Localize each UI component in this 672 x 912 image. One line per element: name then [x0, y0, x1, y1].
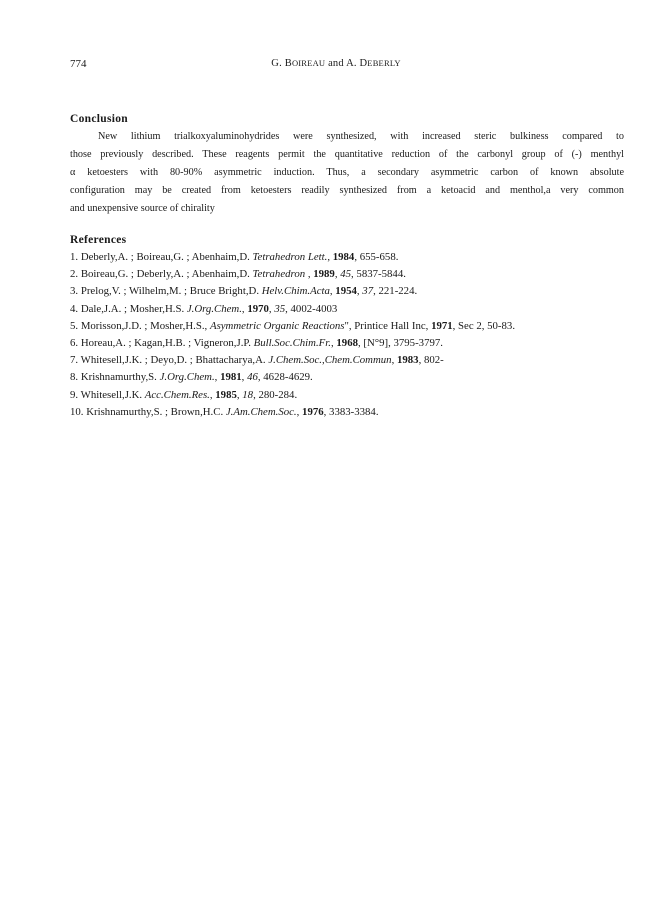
reference-item: 5. Morisson,J.D. ; Mosher,H.S., Asymmetric Organic Reactions", Printice Hall Inc, 1971, Sec 2, 50-83. — [70, 319, 516, 332]
running-head — [0, 58, 672, 69]
reference-item: 9. Whitesell,J.K. Acc.Chem.Res., 1985, 18, 280-284. — [70, 388, 298, 401]
running-head-and: and A. D — [325, 58, 368, 69]
reference-item: 10. Krishnamurthy,S. ; Brown,H.C. J.Am.Chem.Soc., 1976, 3383-3384. — [70, 405, 379, 418]
references-heading: References — [70, 234, 127, 246]
running-head-part1-smallcaps: OIREAU — [291, 58, 326, 68]
conclusion-line: those previously described. These reagents permit the quantitative reduction of the carbonyl group of (-) menthyl — [70, 149, 624, 160]
reference-item: 4. Dale,J.A. ; Mosher,H.S. J.Org.Chem., 1970, 35, 4002-4003 — [70, 302, 338, 315]
conclusion-heading: Conclusion — [70, 113, 128, 125]
reference-item: 7. Whitesell,J.K. ; Deyo,D. ; Bhattacharya,A. J.Chem.Soc.,Chem.Commun, 1983, 802- — [70, 354, 444, 367]
reference-item: 1. Deberly,A. ; Boireau,G. ; Abenhaim,D. Tetrahedron Lett., 1984, 655-658. — [70, 251, 399, 263]
running-head-part2-smallcaps: EBERLY — [367, 58, 401, 68]
references-list — [70, 249, 630, 421]
conclusion-paragraph — [70, 128, 624, 218]
page-number: 774 — [70, 58, 87, 70]
conclusion-line: and unexpensive source of chirality — [70, 203, 215, 214]
reference-item: 6. Horeau,A. ; Kagan,H.B. ; Vigneron,J.P. Bull.Soc.Chim.Fr., 1968, [N°9], 3795-3797. — [70, 337, 443, 350]
reference-item: 2. Boireau,G. ; Deberly,A. ; Abenhaim,D. Tetrahedron , 1989, 45, 5837-5844. — [70, 268, 406, 281]
running-head-part1: G. B — [271, 58, 292, 69]
conclusion-line: α ketoesters with 80-90% asymmetric induction. Thus, a secondary asymmetric carbon of known absolute — [70, 167, 624, 178]
reference-item: 3. Prelog,V. ; Wilhelm,M. ; Bruce Bright,D. Helv.Chim.Acta, 1954, 37, 221-224. — [70, 285, 418, 298]
conclusion-line: configuration may be created from ketoesters readily synthesized from a ketoacid and menthol,a very common — [70, 185, 624, 196]
reference-item: 8. Krishnamurthy,S. J.Org.Chem., 1981, 46, 4628-4629. — [70, 371, 313, 384]
conclusion-line: New lithium trialkoxyaluminohydrides were synthesized, with increased steric bulkiness compared to — [98, 131, 624, 142]
